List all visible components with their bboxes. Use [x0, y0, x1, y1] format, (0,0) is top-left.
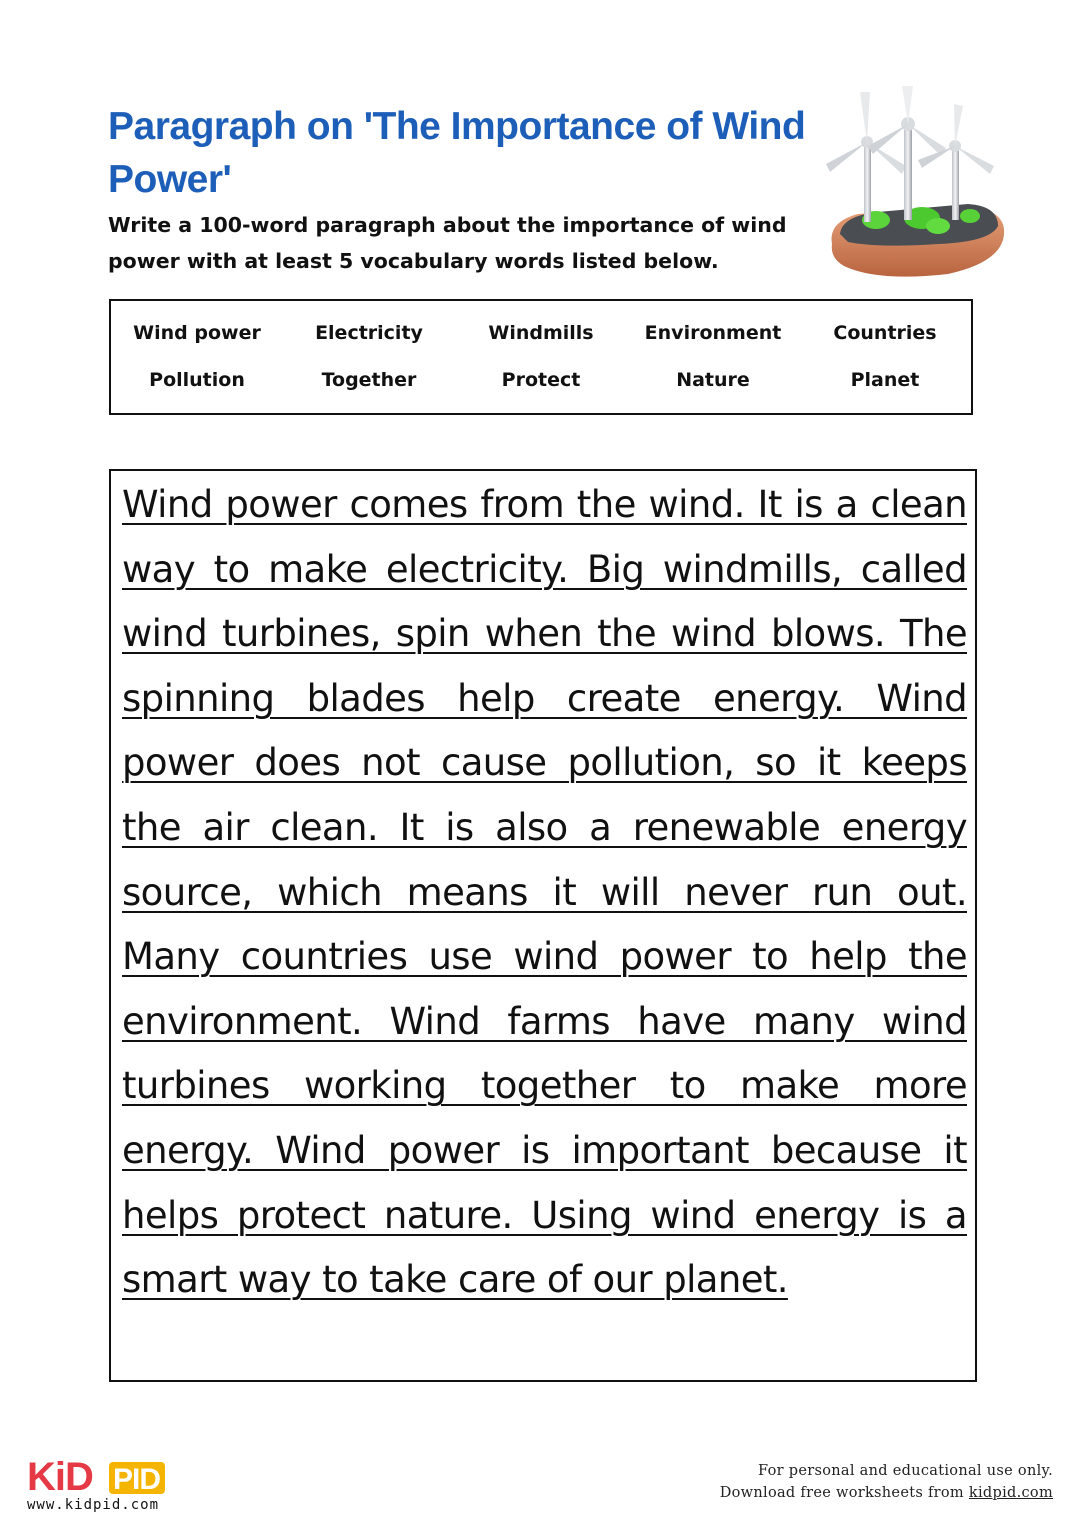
footer-line-1: For personal and educational use only.: [758, 1463, 1053, 1479]
kidpid-link[interactable]: kidpid.com: [968, 1485, 1053, 1501]
footer-note: [720, 1460, 1053, 1504]
paragraph-text: Wind power comes from the wind. It is a clean way to make electricity. Big windmills, called wind turbines, spin when the wind blows. The spinning blades help create energy. Wind power does not cause pollution, so it keeps the air clean. It is also a renewable energy source, which means it will never run out. Many countries use wind power to help the environment. Wind farms have many wind turbines working together to make more energy. Wind power is important because it helps protect nature. Using wind energy is a smart way to take care of our planet.: [122, 483, 967, 1302]
vocab-word: Protect: [501, 368, 581, 391]
svg-text:KiD: KiD: [27, 1455, 93, 1499]
footer-line-2-text: Download free worksheets from: [719, 1485, 969, 1501]
vocab-word: Wind power: [133, 321, 261, 344]
vocab-word: Environment: [644, 321, 782, 344]
vocab-word: Nature: [676, 368, 750, 391]
svg-text:PID: PID: [113, 1463, 161, 1496]
vocab-word: Countries: [833, 321, 937, 344]
instructions-text: Write a 100-word paragraph about the importance of wind power with at least 5 vocabulary words listed below.: [108, 213, 787, 273]
vocab-word: Electricity: [315, 321, 423, 344]
vocab-word: Planet: [850, 368, 920, 391]
vocab-word: Pollution: [149, 368, 245, 391]
paragraph-box: [109, 469, 977, 1382]
page-title: Paragraph on 'The Importance of Wind Power': [108, 105, 806, 201]
vocab-word: Windmills: [488, 321, 594, 344]
footer-line-2: [720, 1482, 1053, 1504]
wind-turbines-island-icon: [818, 84, 1010, 284]
vocabulary-box: [109, 299, 973, 415]
logo-url: www.kidpid.com: [27, 1497, 160, 1513]
vocab-word: Together: [321, 368, 417, 391]
